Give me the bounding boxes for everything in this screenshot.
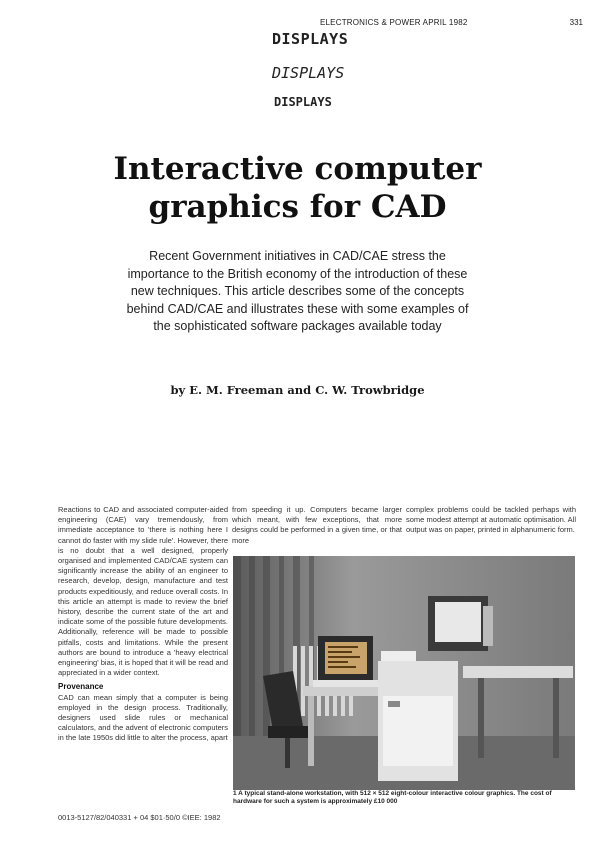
- copyright-footer: 0013-5127/82/040331 + 04 $01·50/0 ©IEE: 1982: [58, 813, 221, 822]
- workstation-photo-illustration: [233, 556, 575, 790]
- provenance-paragraph: CAD can mean simply that a computer is being employed in the design process. Traditionally, designers used slide rules or mechanical calculators, and the advent of electronic computers in the late 1950s did little to alter the process, apart: [58, 692, 228, 743]
- title-line-1: Interactive computer: [113, 151, 482, 187]
- column-1: [58, 505, 228, 744]
- provenance-heading: Provenance: [58, 682, 104, 692]
- title-line-2: graphics for CAD: [148, 189, 447, 225]
- section-label-bold: DISPLAYS: [274, 95, 332, 109]
- section-label-italic: DISPLAYS: [272, 64, 345, 82]
- standfirst: Recent Government initiatives in CAD/CAE stress the importance to the British economy of the introduction of these new techniques. This article describes some of the concepts behind CAD/CAE and illustrates these with some examples of the sophisticated software packages available today: [126, 249, 469, 333]
- article-title: [0, 150, 595, 226]
- figure-caption: 1 A typical stand-alone workstation, with 512 × 512 eight-colour interactive colour graphics. The cost of hardware for such a system is approximately £10 000: [233, 790, 552, 805]
- workstation-photo: [233, 556, 575, 790]
- intro-paragraph: Reactions to CAD and associated computer-aided engineering (CAE) vary tremendously, from immediate acceptance to 'there is nothing here I cannot do faster with my slide rule'. However, there is no doubt that a well designed, properly organised and implemented CAD/CAE system can significantly increase the ability of an engineer to research, develop, design, manufacture and test products expeditiously, and reduce overall costs. In this article an attempt is made to review the brief history, describe the current state of the art and indicate some of the possible future developments. Additionally, reference will be made to possible pitfalls, costs and limitations. While the present authors are bound to introduce a 'heavy electrical engineering' bias, it is hoped that it will be read and appreciated in a wider context.: [58, 505, 228, 678]
- byline: by E. M. Freeman and C. W. Trowbridge: [170, 383, 425, 397]
- running-head: ELECTRONICS & POWER APRIL 1982: [320, 18, 468, 27]
- column-3: complex problems could be tackled perhaps with some modest attempt at automatic optimisation. All output was on paper, printed in alphanumeric form.: [406, 505, 576, 535]
- column-2: from speeding it up. Computers became larger which meant, with few exceptions, that more designs could be performed in a given time, or that more: [232, 505, 402, 545]
- section-label-outline: DISPLAYS: [272, 30, 349, 48]
- page-number: 331: [569, 18, 583, 27]
